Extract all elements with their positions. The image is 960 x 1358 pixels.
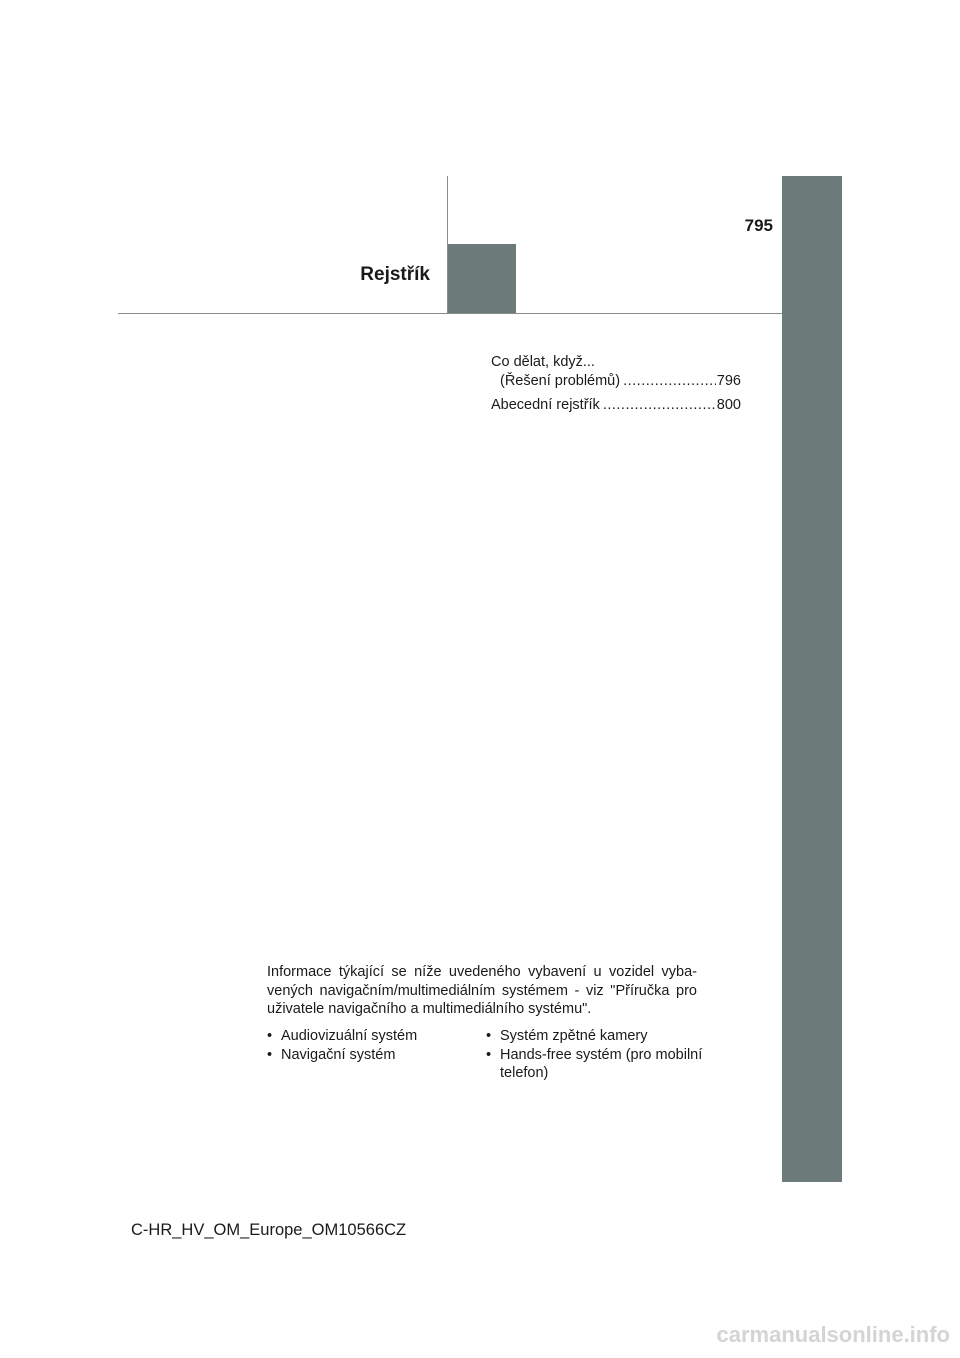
chapter-side-bar	[782, 176, 842, 1182]
chapter-tab-block	[448, 244, 516, 314]
header-horizontal-rule	[118, 313, 782, 314]
toc-entry-subtitle: (Řešení problémů)	[500, 373, 621, 389]
list-item	[486, 1046, 706, 1083]
table-of-contents	[491, 353, 741, 420]
toc-entry-title: Co dělat, když...	[491, 354, 595, 370]
list-item	[267, 1027, 467, 1046]
bullet-icon: •	[267, 1028, 273, 1044]
list-item	[486, 1027, 706, 1046]
bullet-icon: •	[486, 1028, 492, 1044]
list-item-text: Systém zpětné kamery	[500, 1028, 648, 1044]
bullet-icon: •	[486, 1046, 492, 1063]
bullet-icon: •	[267, 1046, 273, 1063]
toc-entry-troubleshooting[interactable]	[491, 353, 741, 391]
toc-entry-page: 796	[716, 373, 741, 389]
document-code: C-HR_HV_OM_Europe_OM10566CZ	[131, 1221, 407, 1239]
watermark: carmanualsonline.info	[716, 1322, 950, 1347]
page-number: 795	[744, 216, 773, 235]
toc-leader-dots	[603, 396, 716, 415]
list-item-text: Navigační systém	[281, 1046, 396, 1063]
equipment-list-left	[267, 1027, 467, 1064]
list-item-text: Hands-free systém (pro mobilní telefon)	[500, 1046, 703, 1081]
toc-leader-dots	[623, 372, 716, 391]
toc-entry-title: Abecední rejstřík	[491, 397, 600, 413]
list-item-text: Audiovizuální systém	[281, 1028, 418, 1044]
toc-entry-page: 800	[716, 397, 741, 413]
toc-entry-index[interactable]	[491, 396, 741, 415]
list-item	[267, 1046, 467, 1065]
section-title: Rejstřík	[360, 264, 430, 285]
info-paragraph: Informace týkající se níže uvedeného vybavení u vozidel vyba- vených navigačním/multimediálním systémem - viz "Příručka pro uživatele navigačního a multimediálního systému".	[267, 964, 697, 1017]
equipment-list-right	[486, 1027, 706, 1083]
